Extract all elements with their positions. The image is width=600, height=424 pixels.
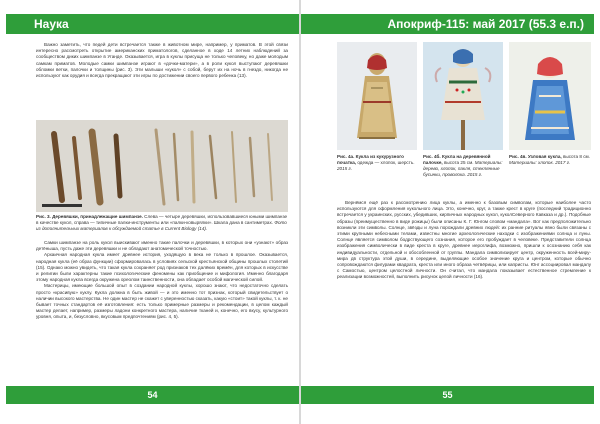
knot-doll-image	[509, 42, 591, 150]
figure-4b-caption	[423, 154, 503, 178]
figure-4a-caption	[337, 154, 417, 172]
right-paragraph-1: Вернёмся ещё раз к рассмотрению лица куклы, а именно к базовым символам, которые наиболее часто используются для оформления кукольного лица. Это, конечно, круг, а также крест в круге (последний традиционно встречается у украинских, русских, убедивших, кирпичных народных кукол, куколСеверного Кавказа и др.). Подобные образы (преимущественно в виде рожицы) были описаны К. Г. Юнгом словом «мандала». Вот как предположительно возникли эти символы. Солнце, звёзды и луна порождали древних людей: их ранние ритуалы явно были связаны с этими крупными небесными телами, известны многие археологические находки с изображениями солнца и луны. Солнце является символом бодрствующего сознания, которое его пробуждает в человеке. Представители солнца изображения символически в виде креста в круге, древнее иероглифа, возможно, пришли к осознанию себя как индивидуальности, отдельной и обособленной от группы. Мандала символизирует центр, окруженность всей-миру-мира дв структура этой души, в середине, выделяющие особое значение круга и центром, которые обычно сопровождаются фигурами квадрата, креста или иного образа четвёрицы, или капристы. Юнг ассоциировал мандалу с Самостью, центром целостной личности. Он считал, что мандала показывает естественное стремление к реализации возможностей, выполнить рисунок целой личности (16).	[337, 200, 591, 280]
right-page	[301, 0, 600, 424]
intro-paragraph-text: Важно заметить, что педей дети встречается также в животном мире, например, у приматов. В этой связи интересно рассмотреть открытие американских приматологов, сделанное в ходе 14 летних наблюдений за сообществом диких шимпанзе в Уганде. Оказывается, игра в куклы присуща не только человеку, но даже молодым самкам приматов. Молодые самки шимпанзе играют в «дочки-матери», а в роли кукол выступают деревяшки обломки ветки, палочки и толщины (рис. 3). Эти малыши «кукол» с собой, берут их на ночь в гнездо, никогда не используют как орудия и всегда прекращают эти игры по достижении своего первого ребенка (13).	[36, 42, 288, 79]
figure-3-caption-source: Фото из дополнительных материалов к обсуждаемой статье в Current Biology (14).	[36, 220, 287, 231]
corn-husk-doll-image	[337, 42, 417, 150]
intro-paragraph	[36, 42, 288, 116]
figure-4c-photo	[509, 42, 591, 150]
figure-3-caption	[36, 214, 288, 232]
figure-3-caption-title: Рис. 3. Деревяшки, принадлежащие шимпанзе.	[36, 214, 143, 219]
figure-4b-caption-materials: Материалы: дерево, хлопок, пакля, стеклянные бусинки, проволока. 2015 г.	[423, 160, 503, 177]
left-page	[0, 0, 299, 424]
figure-4b-photo	[423, 42, 503, 150]
left-page-header: Наука	[6, 14, 299, 34]
figure-3-photo	[36, 120, 288, 212]
figure-4c-caption-title: Рис. 4в. Узловая кукла,	[509, 154, 562, 159]
right-page-header: Апокриф-115: май 2017 (55.3 е.п.)	[301, 14, 594, 34]
left-paragraph-1: Самки шимпанзе на роль кукол выискивают именно такие палочки и деревяшки, в которых они «узнают» образ детёныша, пусть даже эти деревяшки и не обладают анатомической точностью.	[36, 240, 288, 252]
left-body-text	[36, 240, 288, 382]
figure-4a-caption-date: 2015 г.	[337, 166, 353, 171]
figure-4c-caption-text: высота 8 см.	[561, 154, 590, 159]
figure-4a-caption-text: одежда — хлопок, шерсть.	[356, 160, 415, 165]
figure-4b-caption-text: высота 25 см.	[442, 160, 475, 165]
figure-4b-caption-title: Рис. 4б. Кукла на деревянной палочке,	[423, 154, 491, 165]
right-body-text	[337, 200, 591, 350]
chimpanzee-sticks-image	[36, 120, 288, 212]
figure-4c-caption-materials: Материалы: хлопок. 2017 г.	[509, 160, 571, 165]
left-paragraph-3: Мастерицы, имеющие большой опыт в создании народной куклы, хорошо знают, что недостаточно сделать просто «красивую» куклу. Кукла должна в быть живой — и это именно тот признак, который свидетельствует о наличии высокого мастерства. Не один мастер не скажет с уверенностью сказать, какую «стоит» такой куклы, т. к. не бывает точных стандартов её изготовления: есть только примерные размеры и рекомендации, в целом каждый мастер делает, например, размеры ладони конкретного мастера, наличие тканей и, конечно, его вкусу, культурного уровня, опыта, и, безусловно, вкусовым предпочтениям (рис. 4, 5).	[36, 283, 288, 320]
figure-4a-caption-title: Рис. 4а. Кукла из кукурузного початка,	[337, 154, 404, 165]
figure-4c-caption	[509, 154, 591, 166]
stick-doll-image	[423, 42, 503, 150]
figure-3-caption-text: Слева — четыре деревяшки, использовавшиеся юными шимпанзе в качестве кукол, справа — типичные палки-инструменты или «палки-ковырялки». Шкала дана в сантиметрах.	[36, 214, 288, 225]
figure-4a-photo	[337, 42, 417, 150]
left-paragraph-2: Архаичная народная кукла имеет древнее история, уходящую в века не только в прошлое. Оказывается, народная кукла (её образ функции) сформировалась в условиях сельской крестьянской общины прошлых столетий (15). Однако можно увидеть, что такая кукла сохраняет род признаков тех далёких времён, для которых в искусстве и религии были характерны такие психологические феномены как приобщение и мифология. Именно благодаря этому народная кукла всегда окружена ореолом таинственности, она обладает особой магической силой.	[36, 252, 288, 283]
left-page-number: 54	[6, 386, 299, 404]
right-page-number: 55	[301, 386, 594, 404]
